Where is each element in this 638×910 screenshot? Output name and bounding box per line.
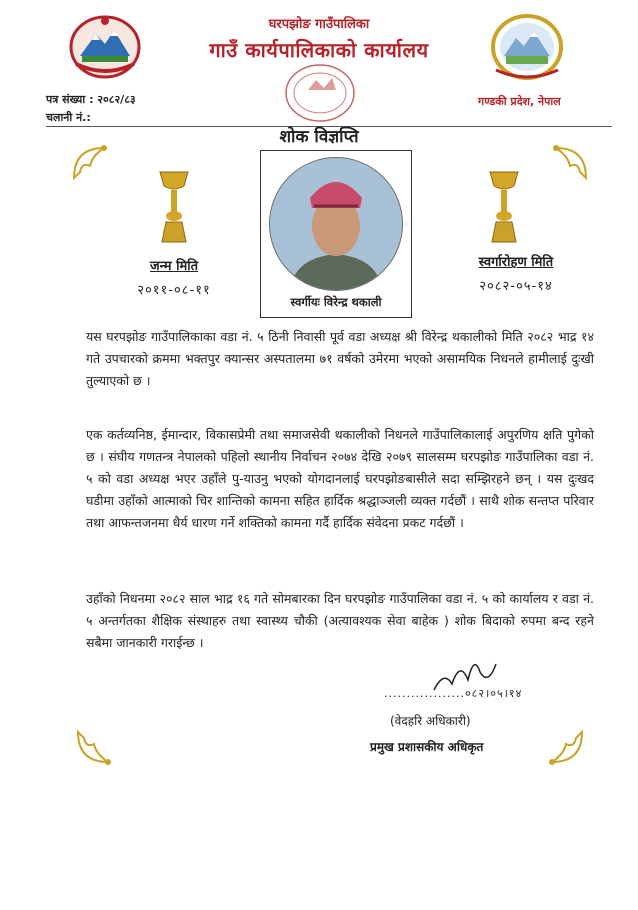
portrait-photo	[269, 157, 403, 291]
corner-flourish-bottom-left	[74, 728, 118, 768]
death-date-value: २०८२-०५-१४	[479, 279, 553, 294]
paragraph-1: यस घरपझोङ गाउँपालिकाका वडा नं. ५ ठिनी निवासी पूर्व वडा अध्यक्ष श्री विरेन्द्र थकालीको मिति २०८२ भाद्र १४ गते उपचारको क्रममा भक्तपुर क्यान्सर अस्पतालमा ७१ वर्षको उमेरमा भएको असामयिक निधनले हामीलाई दुःखी तुल्याएको छ ।	[86, 329, 594, 388]
birth-date-label: जन्म मिति	[150, 259, 198, 274]
paragraph-2: एक कर्तव्यनिष्ठ, ईमान्दार, विकासप्रेमी तथा समाजसेवी थकालीको निधनले गाउँपालिकालाई अपुरणिय क्षति पुगेको छ । संघीय गणतन्त्र नेपालको पहिलो स्थानीय निर्वाचन २०७४ देखि २०७९ सालसम्म घरपझोङ गाउँपालिका वडा नं. ५ को वडा अध्यक्ष भएर उहाँले पु-याउनु भएको योगदानलाई घरपझोङबासीले सदा सम्झिरहने छन् । यस दुःखद घडीमा उहाँको आत्माको चिर शान्तिको कामना सहित हार्दिक श्रद्धाञ्जली व्यक्त गर्दछौं । साथै शोक सन्तप्त परिवार तथा आफन्तजनमा धैर्य धारण गर्ने शक्तिको कामना गर्दै हार्दिक संवेदना प्रकट गर्दछौं ।	[86, 427, 594, 530]
signatory-designation: प्रमुख प्रशासकीय अधिकृत	[370, 740, 484, 754]
corner-flourish-top-right	[546, 142, 590, 182]
office-seal-stamp	[280, 58, 360, 128]
notice-title: शोक विज्ञप्ति	[279, 127, 359, 147]
signatory-name: (वेदहरि अधिकारी)	[390, 714, 471, 728]
corner-flourish-bottom-right	[542, 728, 586, 768]
dispatch-number: चलानी नं.:	[46, 111, 91, 124]
province-label: गण्डकी प्रदेश, नेपाल	[478, 95, 561, 108]
letter-number: पत्र संख्या : २०८२/८३	[46, 93, 136, 106]
butter-lamp-icon	[484, 168, 524, 248]
portrait-caption: स्वर्गीयः विरेन्द्र थकाली	[290, 295, 382, 309]
death-date-label: स्वर्गारोहण मिति	[478, 255, 554, 270]
portrait-frame	[260, 150, 412, 318]
corner-flourish-top-left	[70, 142, 114, 182]
office-name: गाउँ कार्यपालिकाको कार्यालय	[209, 38, 429, 62]
birth-date-value: २०११-०८-११	[137, 283, 211, 298]
paragraph-3: उहाँको निधनमा २०८२ साल भाद्र १६ गते सोमबारका दिन घरपझोङ गाउँपालिका वडा नं. ५ को कार्यालय र वडा नं. ५ अन्तर्गतका शैक्षिक संस्थाहरु तथा स्वास्थ्य चौकी (अत्यावश्यक सेवा बाहेक ) शोक बिदाको रुपमा बन्द रहने सबैमा जानकारी गराईन्छ ।	[86, 591, 594, 650]
signature-line: ..................०८२।०५।१४	[384, 687, 523, 700]
municipality-name: घरपझोङ गाउँपालिका	[268, 17, 370, 32]
signature-date: ०८२।०५।१४	[464, 687, 523, 700]
butter-lamp-icon	[154, 168, 194, 248]
